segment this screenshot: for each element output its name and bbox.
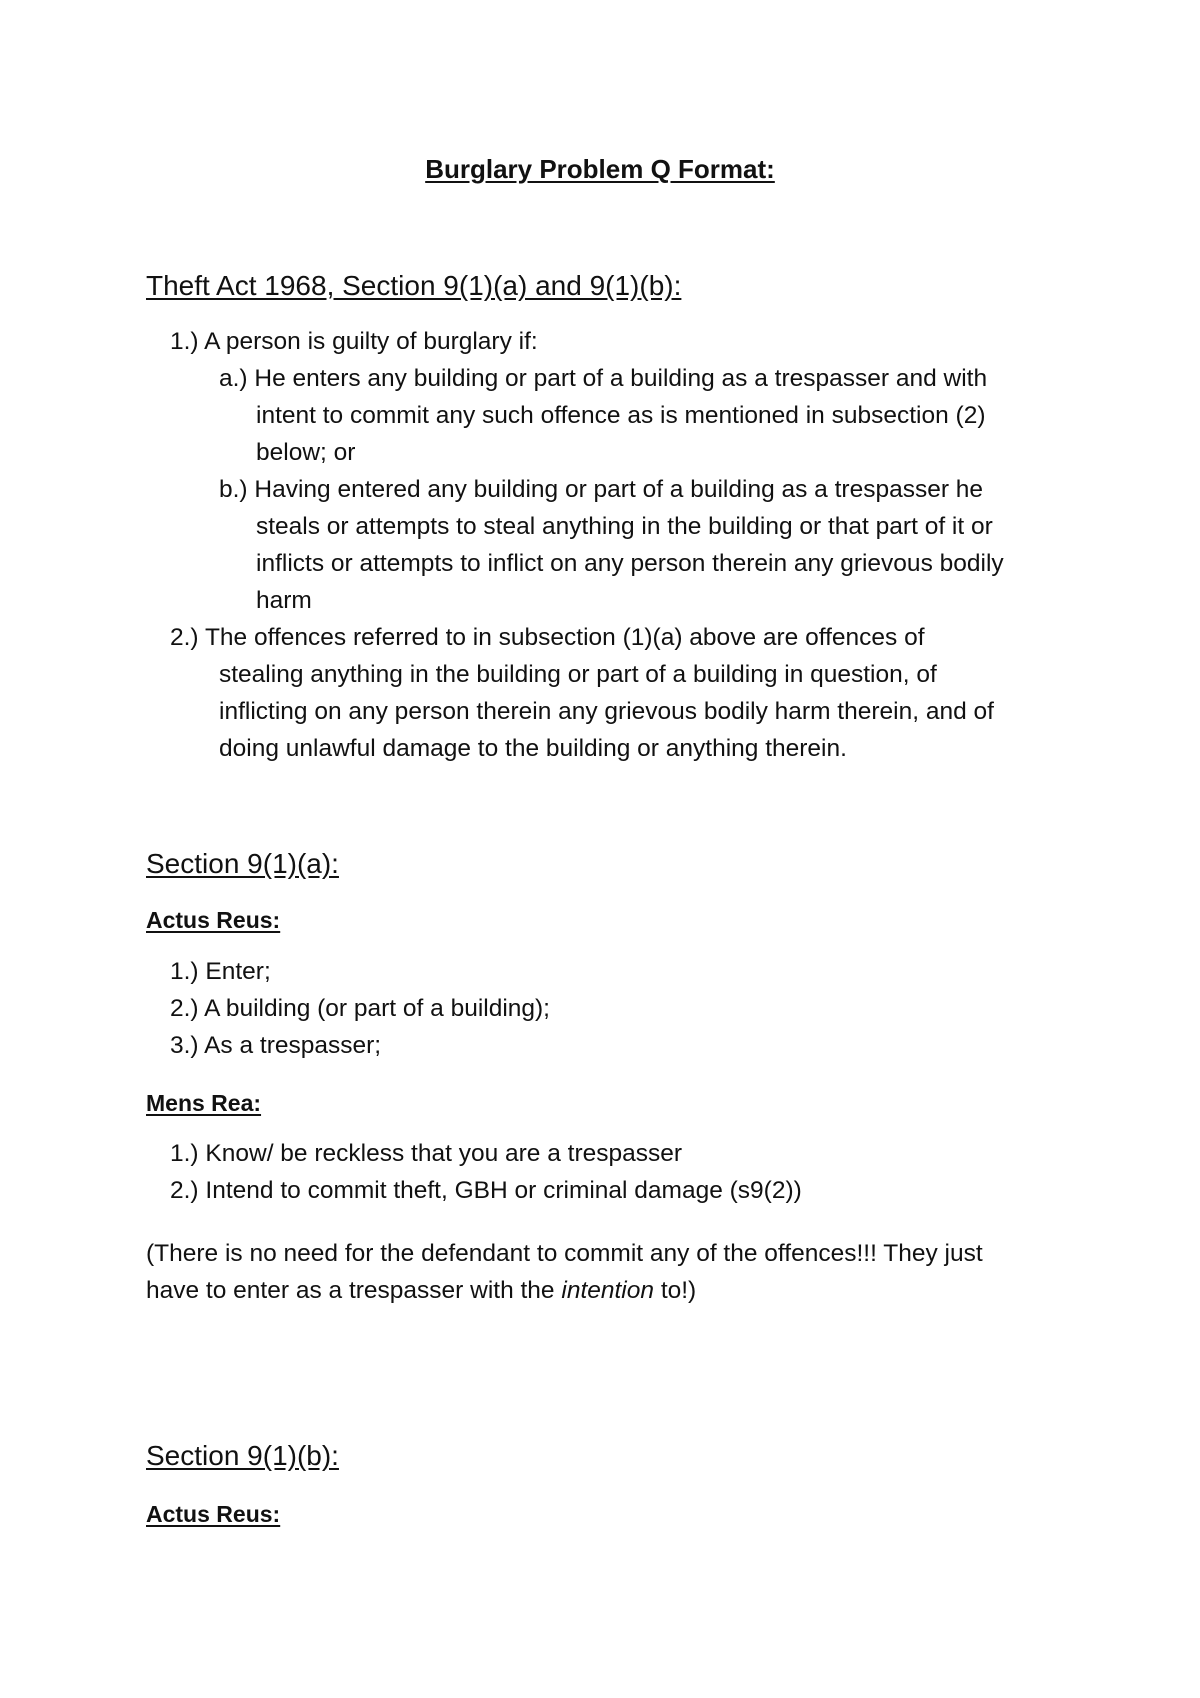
- list-number: b.): [219, 476, 248, 503]
- section-a-note-line: (There is no need for the defendant to commit any of the offences!!! They just: [146, 1240, 983, 1267]
- section-a-heading: Section 9(1)(a):: [146, 848, 339, 879]
- list-text: The offences referred to in subsection (1)(a) above are offences of: [204, 624, 925, 651]
- list-number: 1.): [170, 328, 199, 355]
- list-text: As a trespasser;: [204, 1032, 382, 1059]
- statute-heading: Theft Act 1968, Section 9(1)(a) and 9(1)(b):: [146, 270, 682, 301]
- actus-reus-item: [170, 956, 271, 988]
- note-emphasis: intention: [561, 1277, 655, 1304]
- list-text: Know/ be reckless that you are a trespasser: [205, 1140, 683, 1167]
- statute-sub-a: [219, 363, 987, 395]
- statute-sub-b-line: harm: [256, 587, 312, 614]
- list-text: A building (or part of a building);: [204, 995, 550, 1022]
- mens-rea-item: [170, 1175, 802, 1207]
- list-number: 1.): [170, 958, 199, 985]
- statute-item-2-line: inflicting on any person therein any grievous bodily harm therein, and of: [219, 698, 994, 725]
- list-text: Enter;: [205, 958, 271, 985]
- statute-sub-b: [219, 474, 983, 506]
- actus-reus-item: [170, 1030, 381, 1062]
- list-number: 2.): [170, 995, 199, 1022]
- section-b-actus-reus-label: Actus Reus:: [146, 1501, 281, 1527]
- list-number: 2.): [170, 624, 199, 651]
- section-b-heading: Section 9(1)(b):: [146, 1440, 339, 1471]
- list-number: 1.): [170, 1140, 199, 1167]
- list-number: 2.): [170, 1177, 199, 1204]
- statute-sub-b-line: steals or attempts to steal anything in the building or that part of it or: [256, 513, 993, 540]
- section-a-note-line: [146, 1275, 696, 1307]
- section-a-actus-reus-label: Actus Reus:: [146, 907, 281, 933]
- list-number: 3.): [170, 1032, 199, 1059]
- section-a-mens-rea-label: Mens Rea:: [146, 1090, 262, 1116]
- mens-rea-item: [170, 1138, 682, 1170]
- statute-sub-a-line: intent to commit any such offence as is mentioned in subsection (2): [256, 402, 986, 429]
- list-text: He enters any building or part of a building as a trespasser and with: [254, 365, 988, 392]
- actus-reus-item: [170, 993, 550, 1025]
- list-text: A person is guilty of burglary if:: [204, 328, 538, 355]
- statute-item-2-line: doing unlawful damage to the building or anything therein.: [219, 735, 847, 762]
- list-text: Intend to commit theft, GBH or criminal damage (s9(2)): [205, 1177, 802, 1204]
- statute-item-1: [170, 326, 538, 358]
- statute-sub-b-line: inflicts or attempts to inflict on any person therein any grievous bodily: [256, 550, 1004, 577]
- document-title: Burglary Problem Q Format:: [425, 154, 775, 184]
- note-text: have to enter as a trespasser with the: [146, 1277, 562, 1304]
- statute-item-2-line: stealing anything in the building or part of a building in question, of: [219, 661, 937, 688]
- note-text: to!): [654, 1277, 697, 1304]
- statute-item-2: [170, 622, 925, 654]
- statute-sub-a-line: below; or: [256, 439, 356, 466]
- list-text: Having entered any building or part of a building as a trespasser he: [254, 476, 984, 503]
- list-number: a.): [219, 365, 248, 392]
